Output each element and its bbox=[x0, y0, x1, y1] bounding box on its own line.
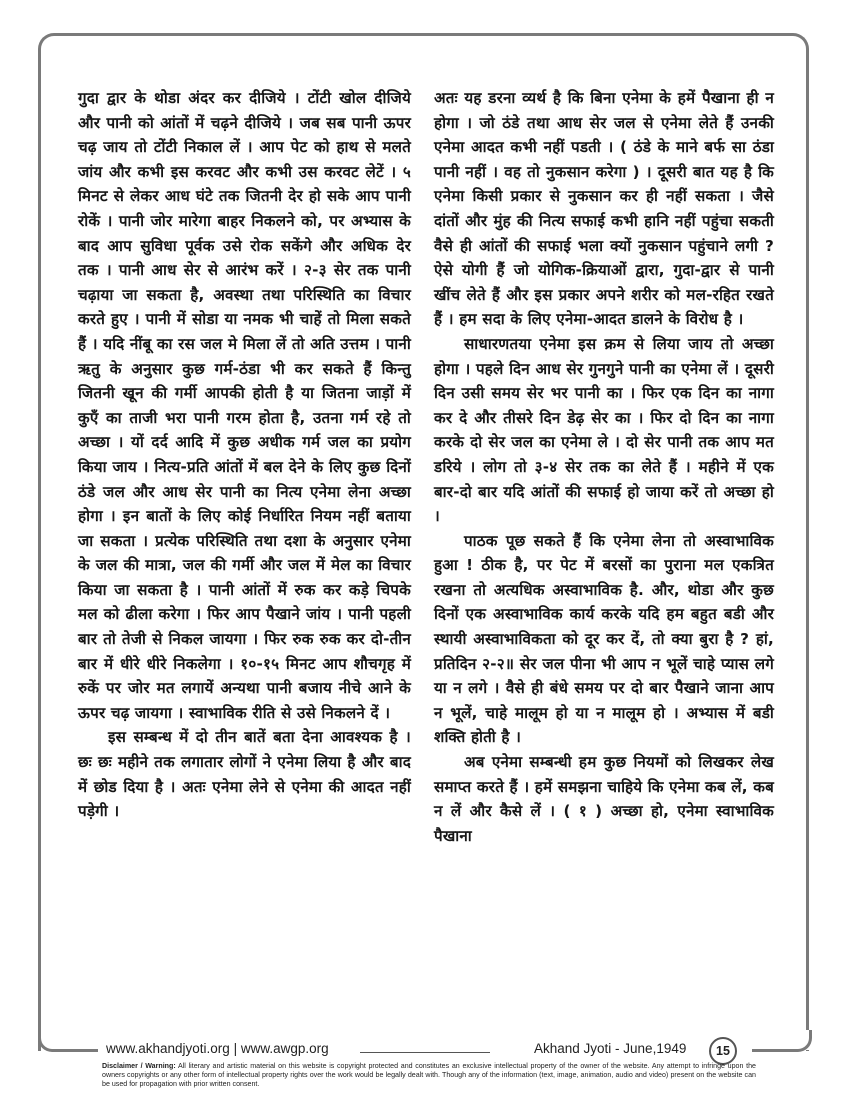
paragraph: साधारणतया एनेमा इस क्रम से लिया जाय तो अच्छा होगा । पहले दिन आध सेर गुनगुने पानी का एनेमा लें । दूसरी दिन उसी समय सेर भर पानी का । फिर एक दिन का नागा कर दे और तीसरे दिन डेढ़ सेर का । फिर दो दिन का नागा करके दो सेर जल का एनेमा ले । दो सेर पानी तक आप मत डरिये । लोग तो ३-४ सेर तक का लेते हैं । महीने में एक बार-दो बार यदि आंतों की सफाई हो जाया करें तो अच्छा हो । bbox=[434, 334, 774, 526]
disclaimer-label: Disclaimer / Warning: bbox=[102, 1062, 176, 1070]
publication-title: Akhand Jyoti - June,1949 bbox=[530, 1041, 690, 1056]
page-number-badge: 15 bbox=[709, 1037, 737, 1065]
article-left-column bbox=[78, 86, 411, 824]
footer-divider bbox=[360, 1052, 490, 1053]
disclaimer-text: All literary and artistic material on this website is copyright protected and constitutes an exclusive intellectual property of the owner of the website. Any attempt to infringe upon the owners copyrights or any other form of intellectual property rights over the work would be legally dealt with. Though any of the information (text, image, animation, audio and video) present on the website can be used for propagation with prior written consent. bbox=[102, 1062, 756, 1088]
paragraph: अब एनेमा सम्बन्धी हम कुछ नियमों को लिखकर लेख समाप्त करते हैं । हमें समझना चाहिये कि एनेमा कब लें, कब न लें और कैसे लें । ( १ ) अच्छा हो, एनेमा स्वाभाविक पैखाना bbox=[434, 753, 774, 845]
paragraph: इस सम्बन्ध में दो तीन बातें बता देना आवश्यक है । छः छः महीने तक लगातार लोगों ने एनेमा लिया है और बाद में छोड दिया है । अतः एनेमा लेने से एनेमा की आदत नहीं पड़ेगी । bbox=[78, 728, 411, 821]
paragraph: गुदा द्वार के थोडा अंदर कर दीजिये । टोंटी खोल दीजिये और पानी को आंतों में चढ़ने दीजिये । जब सब पानी ऊपर चढ़ जाय तो टोंटी निकाल लें । आप पेट को हाथ से मलते जांय और कभी इस करवट और कभी उस करवट लेटें । ५ मिनट से लेकर आध घंटे तक जितनी देर हो सके आप पानी रोकें । पानी जोर मारेगा बाहर निकलने को, पर अभ्यास के बाद आप सुविधा पूर्वक उसे रोक सकेंगे और अधिक देर तक । पानी आध सेर से आरंभ करें । २-३ सेर तक पानी चढ़ाया जा सकता है, अवस्था तथा परिस्थिति का विचार करते हुए । पानी में सोडा या नमक भी चाहें तो मिला सकते हैं । यदि नींबू का रस जल मे मिला लें तो अति उत्तम । पानी ऋतु के अनुसार कुछ गर्म-ठंडा भी कर सकते हैं किन्तु जितनी खून की गर्मी आपकी होती है या जितना जाड़ों में कुएँ का ताजी भरा पानी गरम होता है, उतना गर्म रहे तो अच्छा । यों दर्द आदि में कुछ अधीक गर्म जल का प्रयोग किया जाय । नित्य-प्रति आंतों में बल देने के लिए कुछ दिनों ठंडे जल और आध सेर पानी का नित्य एनेमा लेना अच्छा होगा । इन बातों के लिए कोई निर्धारित नियम नहीं बताया जा सकता । प्रत्येक परिस्थिति तथा दशा के अनुसार एनेमा के जल की मात्रा, जल की गर्मी और जल में मेल का विचार किया जा सकता है । पानी आंतों में रुक कर कड़े चिपके मल को ढीला करेगा । फिर आप पैखाने जांय । पानी पहली बार तो तेजी से निकल जायगा । फिर रुक रुक कर दो-तीन बार में धीरे धीरे निकलेगा । १०-१५ मिनट आप शौचगृह में रुकें पर जोर मत लगायें अन्यथा पानी बजाय नीचे आने के ऊपर चढ़ जायगा । स्वाभाविक रीति से उसे निकलने दें । bbox=[78, 89, 411, 722]
page-footer bbox=[0, 1041, 850, 1063]
footer-website-links[interactable]: www.akhandjyoti.org | www.awgp.org bbox=[102, 1041, 333, 1056]
disclaimer bbox=[102, 1062, 756, 1089]
article-right-column bbox=[434, 86, 774, 848]
paragraph: पाठक पूछ सकते हैं कि एनेमा लेना तो अस्वाभाविक हुआ ! ठीक है, पर पेट में बरसों का पुराना मल एकत्रित रखना तो अत्यधिक अस्वाभाविक है. और, थोडा और कुछ दिनों एक अस्वाभाविक कार्य करके यदि हम बहुत बडी और स्थायी अस्वाभाविकता को दूर कर दें, तो क्या बुरा है ? हां, प्रतिदिन २-२॥ सेर जल पीना भी आप न भूलें चाहे प्यास लगे या न लगे । वैसे ही बंधे समय पर दो बार पैखाने जाना आप न भूलें, चाहे मालूम हो या न मालूम हो । अभ्यास में बडी शक्ति होती है । bbox=[434, 531, 774, 747]
paragraph: अतः यह डरना व्यर्थ है कि बिना एनेमा के हमें पैखाना ही न होगा । जो ठंडे तथा आध सेर जल से एनेमा लेते हैं उनकी एनेमा आदत कभी नहीं पडती । ( ठंडे के माने बर्फ सा ठंडा पानी नहीं । वह तो नुकसान करेगा ) । दूसरी बात यह है कि एनेमा किसी प्रकार से नुकसान कर ही नहीं सकता । जैसे दांतों और मुंह की नित्य सफाई कभी हानि नहीं पहुंचा सकती वैसे ही आंतों की सफाई भला क्यों नुकसान पहुंचाने लगी ? ऐसे योगी हैं जो योगिक-क्रियाओं द्वारा, गुदा-द्वार से पानी खींच लेते हैं और इस प्रकार अपने शरीर को मल-रहित रखते हैं । हम सदा के लिए एनेमा-आदत डालने के विरोध है । bbox=[434, 89, 774, 329]
